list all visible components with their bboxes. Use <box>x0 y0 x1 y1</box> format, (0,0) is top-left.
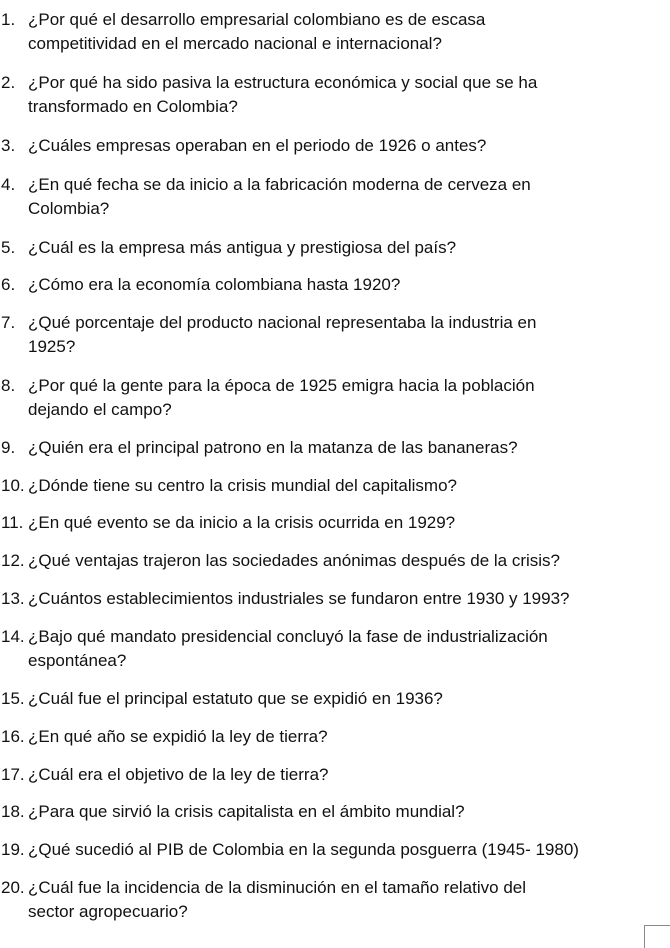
question-number: 5. <box>1 238 16 257</box>
question-number: 9. <box>1 438 16 457</box>
question-text: ¿Cuántos establecimientos industriales se fundaron entre 1930 y 1993? <box>28 589 570 608</box>
question-number: 1. <box>1 10 16 29</box>
question-text: ¿Cuáles empresas operaban en el periodo de 1926 o antes? <box>28 136 487 155</box>
question-number: 15. <box>1 689 25 708</box>
question-number: 12. <box>1 551 25 570</box>
question-text: ¿Por qué el desarrollo empresarial colombiano es de escasa competitividad en el mercado nacional e internacional? <box>28 10 486 53</box>
question-text: ¿En qué evento se da inicio a la crisis ocurrida en 1929? <box>28 513 456 532</box>
question-text: ¿Por qué ha sido pasiva la estructura económica y social que se ha transformado en Colombia? <box>28 73 538 116</box>
question-number: 14. <box>1 627 25 646</box>
question-text: ¿Quién era el principal patrono en la matanza de las bananeras? <box>28 438 518 457</box>
question-text: ¿Por qué la gente para la época de 1925 emigra hacia la población dejando el campo? <box>28 376 535 419</box>
question-number: 7. <box>1 313 16 332</box>
question-number: 16. <box>1 727 25 746</box>
question-number: 18. <box>1 802 25 821</box>
question-text: ¿Cuál fue la incidencia de la disminución en el tamaño relativo del sector agropecuario? <box>28 878 527 921</box>
question-text: ¿Qué ventajas trajeron las sociedades anónimas después de la crisis? <box>28 551 561 570</box>
question-text: ¿Qué porcentaje del producto nacional representaba la industria en 1925? <box>28 313 537 356</box>
question-number: 2. <box>1 73 16 92</box>
question-number: 20. <box>1 878 25 897</box>
question-text: ¿Dónde tiene su centro la crisis mundial del capitalismo? <box>28 476 457 495</box>
question-text: ¿Cómo era la economía colombiana hasta 1920? <box>28 275 401 294</box>
question-text: ¿Bajo qué mandato presidencial concluyó la fase de industrialización espontánea? <box>28 627 548 670</box>
question-number: 19. <box>1 840 25 859</box>
question-text: ¿Cuál es la empresa más antigua y prestigiosa del país? <box>28 238 457 257</box>
page-corner-box <box>644 925 670 948</box>
question-text: ¿Qué sucedió al PIB de Colombia en la segunda posguerra (1945- 1980) <box>28 840 579 859</box>
question-text: ¿Cuál era el objetivo de la ley de tierra? <box>28 765 329 784</box>
question-number: 4. <box>1 175 16 194</box>
question-text: ¿Cuál fue el principal estatuto que se expidió en 1936? <box>28 689 443 708</box>
question-text: ¿En qué fecha se da inicio a la fabricación moderna de cerveza en Colombia? <box>28 175 531 218</box>
question-number: 8. <box>1 376 16 395</box>
question-number: 11. <box>1 513 24 532</box>
question-number: 6. <box>1 275 16 294</box>
question-number: 13. <box>1 589 25 608</box>
question-text: ¿Para que sirvió la crisis capitalista en el ámbito mundial? <box>28 802 465 821</box>
question-text: ¿En qué año se expidió la ley de tierra? <box>28 727 328 746</box>
question-number: 3. <box>1 136 16 155</box>
question-number: 17. <box>1 765 25 784</box>
question-number: 10. <box>1 476 25 495</box>
